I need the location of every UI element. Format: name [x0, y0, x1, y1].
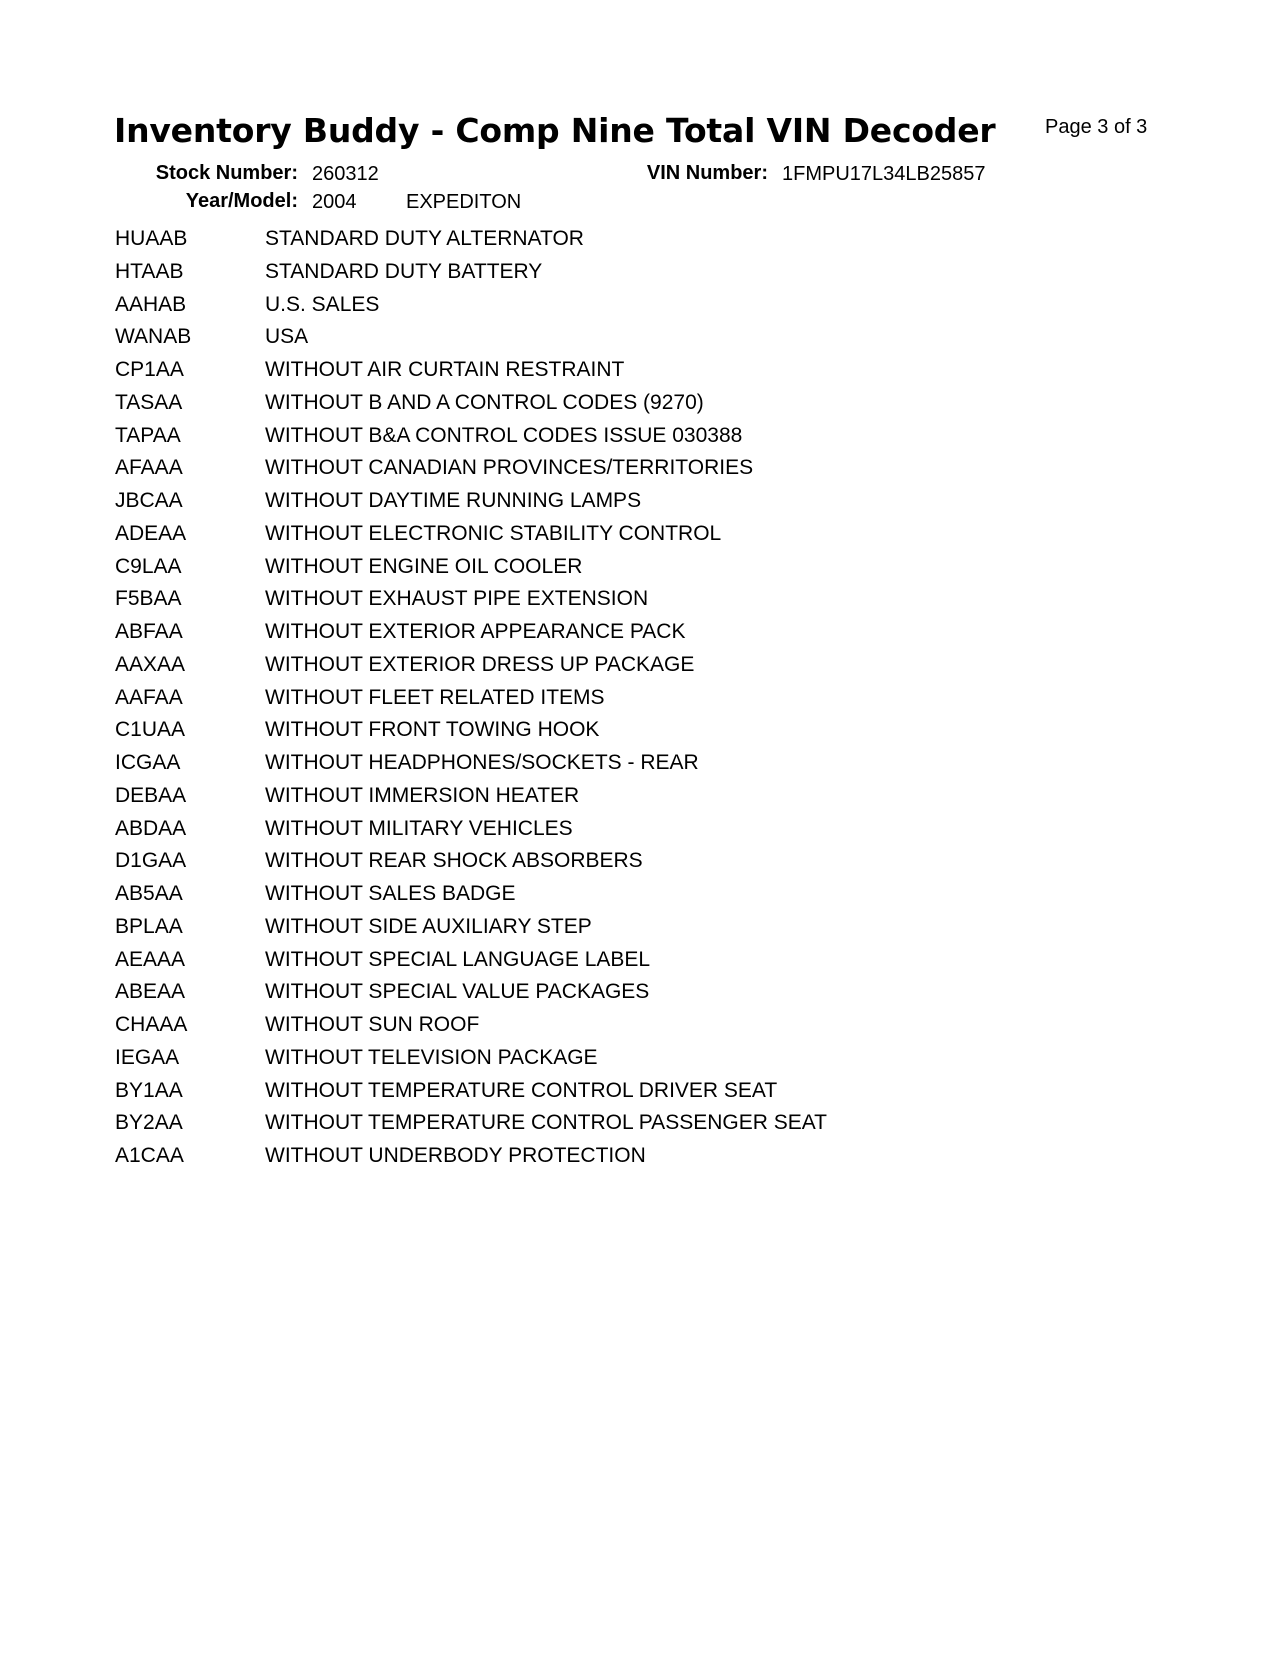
stock-number-label: Stock Number:	[155, 162, 298, 184]
code-row	[115, 882, 827, 915]
year-value: 2004	[312, 191, 357, 213]
code-row	[115, 686, 827, 719]
code-row	[115, 227, 827, 260]
option-code: F5BAA	[115, 587, 182, 611]
code-row	[115, 555, 827, 588]
option-code: BPLAA	[115, 914, 183, 938]
option-code: ICGAA	[115, 751, 181, 774]
option-code: AFAAA	[115, 456, 183, 480]
option-code: C1UAA	[115, 718, 186, 742]
code-row	[115, 587, 827, 620]
option-description: WITHOUT SIDE AUXILIARY STEP	[265, 914, 592, 938]
option-code: HUAAB	[115, 227, 188, 250]
option-description: WITHOUT EXTERIOR DRESS UP PACKAGE	[265, 652, 695, 676]
code-row	[115, 849, 827, 882]
option-description: WITHOUT FRONT TOWING HOOK	[265, 718, 600, 742]
code-row	[115, 1079, 827, 1112]
code-row	[115, 325, 827, 358]
code-row	[115, 948, 827, 981]
option-code: CP1AA	[115, 358, 184, 381]
option-description: WITHOUT DAYTIME RUNNING LAMPS	[265, 489, 642, 512]
option-code: AEAAA	[115, 947, 186, 971]
option-code: DEBAA	[115, 783, 187, 807]
option-description: USA	[265, 325, 309, 349]
option-code: ABFAA	[115, 620, 183, 643]
code-row	[115, 784, 827, 817]
option-code: JBCAA	[115, 489, 183, 512]
vin-number-label: VIN Number:	[646, 162, 768, 184]
option-code: CHAAA	[115, 1013, 188, 1036]
code-row	[115, 915, 827, 948]
option-code: BY2AA	[115, 1111, 183, 1135]
option-code: AAHAB	[115, 292, 187, 316]
code-row	[115, 620, 827, 653]
code-row	[115, 653, 827, 686]
code-row	[115, 358, 827, 391]
code-row	[115, 260, 827, 293]
code-row	[115, 424, 827, 457]
option-code: WANAB	[115, 325, 192, 349]
option-description: WITHOUT REAR SHOCK ABSORBERS	[265, 849, 643, 873]
option-description: WITHOUT TELEVISION PACKAGE	[265, 1045, 598, 1069]
option-description: WITHOUT TEMPERATURE CONTROL DRIVER SEAT	[265, 1078, 778, 1102]
option-description: STANDARD DUTY ALTERNATOR	[265, 227, 584, 250]
stock-number-value: 260312	[312, 163, 379, 185]
option-code: BY1AA	[115, 1078, 183, 1102]
code-row	[115, 1111, 827, 1144]
option-code: A1CAA	[115, 1144, 184, 1167]
document-title: Inventory Buddy - Comp Nine Total VIN Decoder	[114, 111, 996, 150]
option-description: WITHOUT B AND A CONTROL CODES (9270)	[265, 390, 704, 414]
option-description: WITHOUT UNDERBODY PROTECTION	[265, 1144, 646, 1167]
option-description: WITHOUT IMMERSION HEATER	[265, 783, 580, 807]
option-code: IEGAA	[115, 1045, 180, 1069]
option-description: WITHOUT EXTERIOR APPEARANCE PACK	[265, 620, 686, 643]
page-number: Page 3 of 3	[1045, 116, 1148, 138]
option-description: WITHOUT ENGINE OIL COOLER	[265, 554, 583, 578]
option-code: HTAAB	[115, 259, 184, 283]
option-description: WITHOUT B&A CONTROL CODES ISSUE 030388	[265, 423, 743, 447]
option-description: WITHOUT SPECIAL LANGUAGE LABEL	[265, 947, 651, 971]
option-code-list	[115, 227, 827, 1177]
option-description: WITHOUT SALES BADGE	[265, 882, 516, 905]
option-description: WITHOUT TEMPERATURE CONTROL PASSENGER SEAT	[265, 1111, 828, 1135]
code-row	[115, 718, 827, 751]
code-row	[115, 1013, 827, 1046]
vin-number-value: 1FMPU17L34LB25857	[782, 163, 986, 185]
code-row	[115, 1046, 827, 1079]
option-code: ADEAA	[115, 521, 187, 545]
option-description: WITHOUT ELECTRONIC STABILITY CONTROL	[265, 521, 722, 545]
option-description: WITHOUT SUN ROOF	[265, 1013, 480, 1036]
option-description: U.S. SALES	[265, 292, 380, 316]
option-code: AB5AA	[115, 882, 183, 905]
option-code: C9LAA	[115, 554, 182, 578]
option-code: TAPAA	[115, 423, 181, 447]
option-description: WITHOUT AIR CURTAIN RESTRAINT	[265, 358, 625, 381]
code-row	[115, 980, 827, 1013]
code-row	[115, 489, 827, 522]
code-row	[115, 293, 827, 326]
code-row	[115, 391, 827, 424]
option-description: WITHOUT MILITARY VEHICLES	[265, 816, 573, 840]
code-row	[115, 817, 827, 850]
option-description: WITHOUT HEADPHONES/SOCKETS - REAR	[265, 751, 699, 774]
option-description: WITHOUT CANADIAN PROVINCES/TERRITORIES	[265, 456, 754, 480]
option-code: AAFAA	[115, 685, 183, 709]
option-description: WITHOUT SPECIAL VALUE PACKAGES	[265, 980, 650, 1004]
code-row	[115, 456, 827, 489]
code-row	[115, 1144, 827, 1177]
option-description: WITHOUT EXHAUST PIPE EXTENSION	[265, 587, 649, 611]
option-code: ABDAA	[115, 816, 187, 840]
option-description: WITHOUT FLEET RELATED ITEMS	[265, 685, 605, 709]
option-code: AAXAA	[115, 652, 186, 676]
code-row	[115, 751, 827, 784]
code-row	[115, 522, 827, 555]
option-code: TASAA	[115, 390, 183, 414]
option-description: STANDARD DUTY BATTERY	[265, 259, 543, 283]
model-value: EXPEDITON	[406, 191, 522, 213]
option-code: ABEAA	[115, 980, 186, 1004]
year-model-label: Year/Model:	[185, 190, 298, 212]
option-code: D1GAA	[115, 849, 187, 873]
